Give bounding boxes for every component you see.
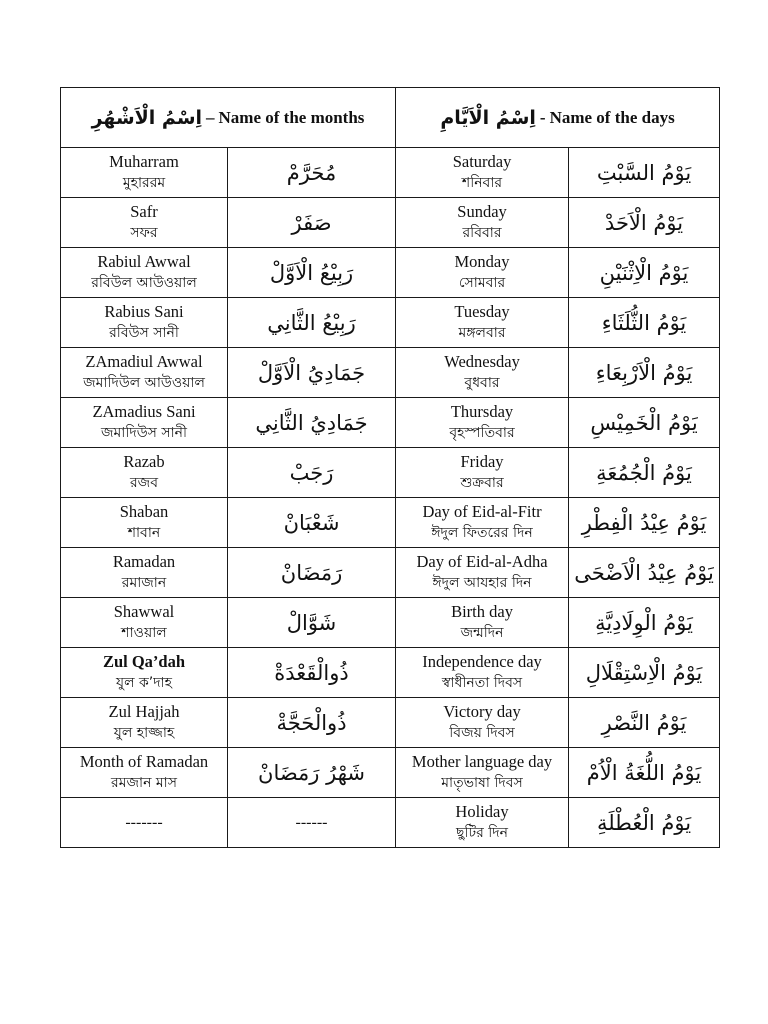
month-arabic-cell (228, 648, 396, 698)
month-name-cell (61, 598, 228, 648)
month-name-cell (61, 748, 228, 798)
month-arabic-cell (228, 498, 396, 548)
day-bengali: রবিবার (462, 224, 502, 241)
day-arabic-cell (569, 298, 720, 348)
month-name-cell (61, 148, 228, 198)
table-row (61, 348, 720, 398)
table-row (61, 398, 720, 448)
months-header-arabic: اِسْمُ الْاَشْهُرِ (91, 106, 203, 129)
month-bengali: রজব (129, 474, 159, 491)
day-arabic-cell (569, 548, 720, 598)
days-header (396, 88, 720, 148)
month-english: ------- (125, 813, 163, 831)
day-arabic-cell (569, 798, 720, 848)
day-name-cell (396, 748, 569, 798)
day-arabic-cell (569, 148, 720, 198)
day-name-cell (396, 348, 569, 398)
days-header-title: Name of the days (549, 107, 675, 127)
day-name-cell (396, 248, 569, 298)
day-arabic: يَوْمُ الْاَحَدْ (604, 210, 684, 235)
table-row (61, 498, 720, 548)
day-english: Day of Eid-al-Adha (416, 551, 548, 571)
month-bengali: রবিউস সানী (109, 324, 179, 341)
day-name-cell (396, 298, 569, 348)
day-bengali: ঈদুল আযহার দিন (432, 574, 532, 591)
day-arabic: يَوْمُ النَّصْرِ (601, 710, 687, 735)
day-arabic-cell (569, 748, 720, 798)
day-arabic: يَوْمُ الْعُطْلَةِ (596, 810, 692, 835)
month-arabic-cell (228, 748, 396, 798)
month-english: Rabius Sani (104, 301, 184, 321)
month-arabic-cell (228, 348, 396, 398)
day-english: Birth day (451, 601, 513, 621)
month-arabic: رَبِيْعُ الثَّانِي (267, 310, 356, 335)
month-english: Safr (130, 201, 158, 221)
month-arabic-cell (228, 198, 396, 248)
day-arabic-cell (569, 398, 720, 448)
month-english: Rabiul Awwal (97, 251, 191, 271)
table-row (61, 198, 720, 248)
day-english: Friday (460, 451, 504, 471)
table-row (61, 448, 720, 498)
table-row (61, 248, 720, 298)
month-arabic: شَوَّالْ (286, 610, 337, 635)
month-arabic-cell (228, 148, 396, 198)
day-bengali: সোমবার (458, 274, 506, 291)
day-name-cell (396, 648, 569, 698)
month-name-cell (61, 348, 228, 398)
month-bengali: রবিউল আউওয়াল (91, 274, 197, 291)
month-name-cell (61, 698, 228, 748)
month-arabic: شَهْرُ رَمَضَانْ (258, 760, 365, 785)
day-arabic-cell (569, 248, 720, 298)
day-arabic: يَوْمُ الْوِلَادِيَّةِ (595, 610, 693, 635)
month-bengali: শাবান (127, 524, 161, 541)
day-name-cell (396, 598, 569, 648)
month-bengali: জমাদিউল আউওয়াল (83, 374, 205, 391)
day-english: Mother language day (411, 751, 553, 771)
months-header (61, 88, 396, 148)
day-arabic: يَوْمُ الْخَمِيْسِ (590, 410, 698, 435)
day-arabic: يَوْمُ اللُّغَةُ الْاُمْ (586, 760, 702, 785)
day-english: Saturday (452, 151, 512, 171)
month-bengali: শাওয়াল (121, 624, 167, 641)
days-header-separator: - (539, 107, 546, 127)
month-arabic-cell (228, 598, 396, 648)
month-bengali: যুল ক’দাহ (116, 674, 172, 691)
day-english: Monday (454, 251, 510, 271)
day-arabic: يَوْمُ الْاَرْبِعَاءِ (595, 360, 693, 385)
month-name-cell (61, 648, 228, 698)
table-row (61, 598, 720, 648)
day-bengali: বুধবার (464, 374, 500, 391)
day-arabic: يَوْمُ الْاِثْنَيْنِ (599, 260, 689, 285)
month-english: Month of Ramadan (79, 751, 209, 771)
day-name-cell (396, 498, 569, 548)
month-arabic: مُحَرَّمْ (286, 160, 337, 185)
month-name-cell (61, 298, 228, 348)
month-english: Shaban (119, 501, 169, 521)
day-name-cell (396, 798, 569, 848)
month-english: Ramadan (112, 551, 176, 571)
month-arabic: جَمَادِيُ الثَّانِي (255, 410, 368, 435)
day-bengali: শুক্রবার (460, 474, 504, 491)
day-name-cell (396, 548, 569, 598)
month-arabic: جَمَادِيُ الْاَوَّلْ (257, 360, 366, 385)
month-name-cell (61, 798, 228, 848)
month-arabic-cell (228, 248, 396, 298)
month-bengali: সফর (130, 224, 158, 241)
month-bengali: রমাজান (121, 574, 167, 591)
month-name-cell (61, 548, 228, 598)
header-row (61, 88, 720, 148)
day-bengali: বিজয় দিবস (449, 724, 515, 741)
month-arabic-cell (228, 798, 396, 848)
day-arabic: يَوْمُ عِيْدُ الْفِطْرِ (581, 510, 707, 535)
month-english: Razab (123, 451, 165, 471)
day-bengali: জন্মদিন (460, 624, 504, 641)
day-name-cell (396, 448, 569, 498)
table-row (61, 648, 720, 698)
day-arabic-cell (569, 648, 720, 698)
day-arabic-cell (569, 698, 720, 748)
day-name-cell (396, 398, 569, 448)
table-row (61, 698, 720, 748)
month-name-cell (61, 398, 228, 448)
table-row (61, 298, 720, 348)
vocabulary-sheet (60, 87, 719, 848)
day-arabic: يَوْمُ الْجُمُعَةِ (596, 460, 692, 485)
day-bengali: মাতৃভাষা দিবস (441, 774, 523, 791)
day-arabic: يَوْمُ عِيْدُ الْاَضْحَى (574, 560, 714, 585)
table-row (61, 798, 720, 848)
day-name-cell (396, 698, 569, 748)
day-english: Victory day (443, 701, 521, 721)
day-arabic-cell (569, 598, 720, 648)
month-arabic: رَجَبْ (289, 460, 334, 485)
month-name-cell (61, 248, 228, 298)
month-arabic: رَمَضَانْ (280, 560, 343, 585)
month-name-cell (61, 198, 228, 248)
month-bengali: রমজান মাস (111, 774, 177, 791)
table-row (61, 148, 720, 198)
day-arabic-cell (569, 448, 720, 498)
month-english: Zul Hajjah (108, 701, 180, 721)
day-english: Holiday (455, 801, 509, 821)
day-english: Sunday (457, 201, 507, 221)
month-arabic-cell (228, 448, 396, 498)
month-arabic: ذُوالْقَعْدَةْ (274, 660, 349, 685)
days-header-arabic: اِسْمُ الْاَيَّامِ (440, 106, 536, 129)
month-bengali: মুহাররম (122, 174, 166, 191)
day-name-cell (396, 148, 569, 198)
day-arabic-cell (569, 198, 720, 248)
month-name-cell (61, 498, 228, 548)
month-arabic: صَفَرْ (291, 210, 332, 235)
month-bengali: জমাদিউস সানী (101, 424, 187, 441)
month-arabic: ذُوالْحَجَّةْ (276, 710, 347, 735)
table-row (61, 748, 720, 798)
month-english: Zul Qa’dah (102, 651, 186, 671)
table-row (61, 548, 720, 598)
month-arabic-cell (228, 698, 396, 748)
month-arabic: شَعْبَانْ (283, 510, 340, 535)
month-arabic: ------ (295, 813, 328, 831)
day-english: Independence day (422, 651, 542, 671)
months-header-separator: – (206, 107, 215, 127)
day-english: Thursday (450, 401, 514, 421)
month-bengali: যুল হাজ্জাহ (113, 724, 175, 741)
month-english: ZAmadiul Awwal (85, 351, 203, 371)
day-bengali: বৃহস্পতিবার (449, 424, 515, 441)
day-bengali: ছুটির দিন (456, 824, 509, 841)
day-arabic: يَوْمُ الثُّلَثَاءِ (601, 310, 687, 335)
month-english: ZAmadius Sani (92, 401, 196, 421)
day-bengali: ঈদুল ফিতরের দিন (431, 524, 533, 541)
day-bengali: মঙ্গলবার (458, 324, 506, 341)
day-english: Day of Eid-al-Fitr (422, 501, 542, 521)
month-arabic-cell (228, 298, 396, 348)
day-arabic-cell (569, 498, 720, 548)
day-bengali: শনিবার (461, 174, 503, 191)
day-arabic: يَوْمُ الْاِسْتِقْلَالِ (585, 660, 703, 685)
month-name-cell (61, 448, 228, 498)
vocabulary-table (60, 87, 720, 848)
month-arabic-cell (228, 398, 396, 448)
day-name-cell (396, 198, 569, 248)
month-arabic-cell (228, 548, 396, 598)
month-english: Shawwal (113, 601, 175, 621)
months-header-title: Name of the months (218, 107, 365, 127)
month-english: Muharram (109, 151, 179, 171)
day-bengali: স্বাধীনতা দিবস (441, 674, 523, 691)
day-arabic: يَوْمُ السَّبْتِ (596, 160, 692, 185)
day-english: Tuesday (454, 301, 510, 321)
day-arabic-cell (569, 348, 720, 398)
day-english: Wednesday (444, 351, 520, 371)
month-arabic: رَبِيْعُ الْاَوَّلْ (269, 260, 354, 285)
